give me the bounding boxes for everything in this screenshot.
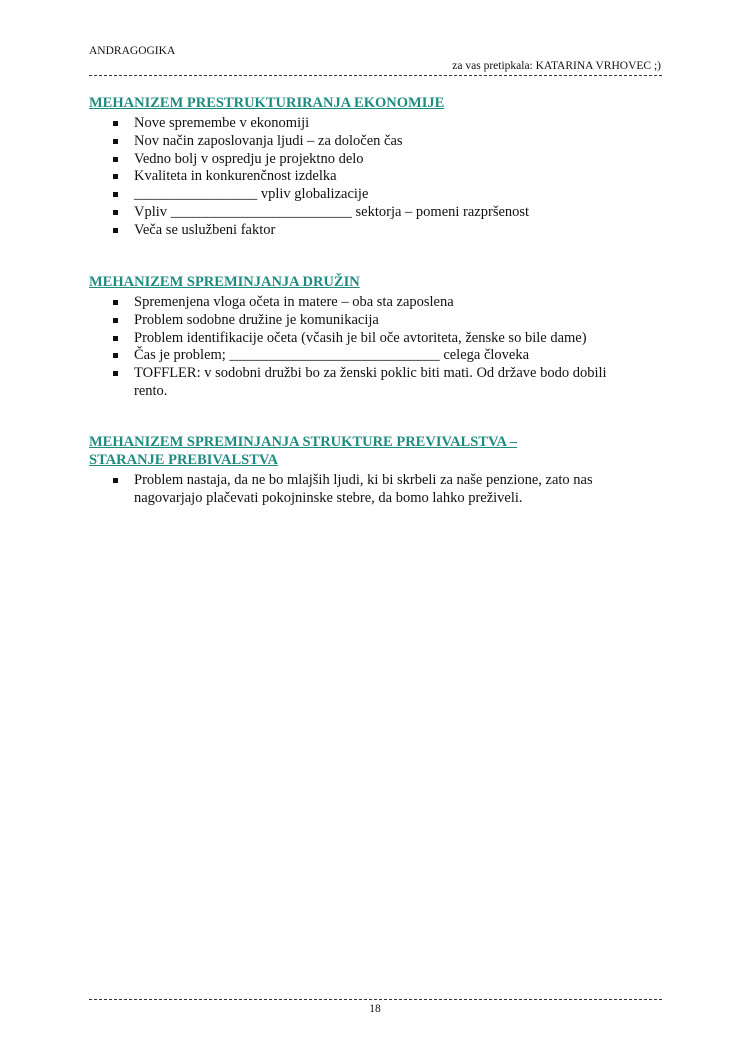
section-economy [89,94,662,240]
list-item: Vpliv _________________________ sektorja – pomeni razpršenost [134,204,662,222]
list-item: Kvaliteta in konkurenčnost izdelka [134,168,662,186]
footer-divider [89,999,662,1000]
list-item: Problem sodobne družine je komunikacija [134,312,622,330]
header-author-note: za vas pretipkala: KATARINA VRHOVEC ;) [452,60,661,72]
list-item: Čas je problem; _____________________________ celega človeka [134,347,622,365]
bullet-icon [113,174,118,179]
section-heading: MEHANIZEM PRESTRUKTURIRANJA EKONOMIJE [89,95,445,111]
bullet-list [89,115,662,240]
bullet-icon [113,318,118,323]
bullet-icon [113,228,118,233]
list-item: Veča se uslužbeni faktor [134,222,662,240]
list-item: _________________ vpliv globalizacije [134,186,662,204]
bullet-icon [113,139,118,144]
list-item: Spremenjena vloga očeta in matere – oba sta zaposlena [134,294,622,312]
list-item: Problem identifikacije očeta (včasih je bil oče avtoriteta, ženske so bile dame) [134,330,622,348]
page-number: 18 [369,1003,381,1015]
list-item: Nove spremembe v ekonomiji [134,115,662,133]
header-divider [89,75,662,76]
bullet-icon [113,371,118,376]
bullet-list [89,294,662,401]
section-families [89,273,662,401]
bullet-icon [113,192,118,197]
bullet-list [89,472,662,508]
list-item: Vedno bolj v ospredju je projektno delo [134,151,662,169]
bullet-icon [113,210,118,215]
list-item: Nov način zaposlovanja ljudi – za določen čas [134,133,662,151]
bullet-icon [113,478,118,483]
bullet-icon [113,157,118,162]
section-population-aging [89,433,662,508]
section-heading: MEHANIZEM SPREMINJANJA STRUKTURE PREVIVALSTVA – STARANJE PREBIVALSTVA [89,434,518,468]
list-item: Problem nastaja, da ne bo mlajših ljudi, ki bi skrbeli za naše penzione, zato nas nagovarjajo plačevati pokojninske stebre, da bomo lahko preživeli. [134,472,642,508]
bullet-icon [113,121,118,126]
bullet-icon [113,336,118,341]
list-item: TOFFLER: v sodobni družbi bo za ženski poklic biti mati. Od države bodo dobili rento. [134,365,622,401]
bullet-icon [113,353,118,358]
header-course-title: ANDRAGOGIKA [89,45,176,57]
bullet-icon [113,300,118,305]
section-heading: MEHANIZEM SPREMINJANJA DRUŽIN [89,274,360,290]
